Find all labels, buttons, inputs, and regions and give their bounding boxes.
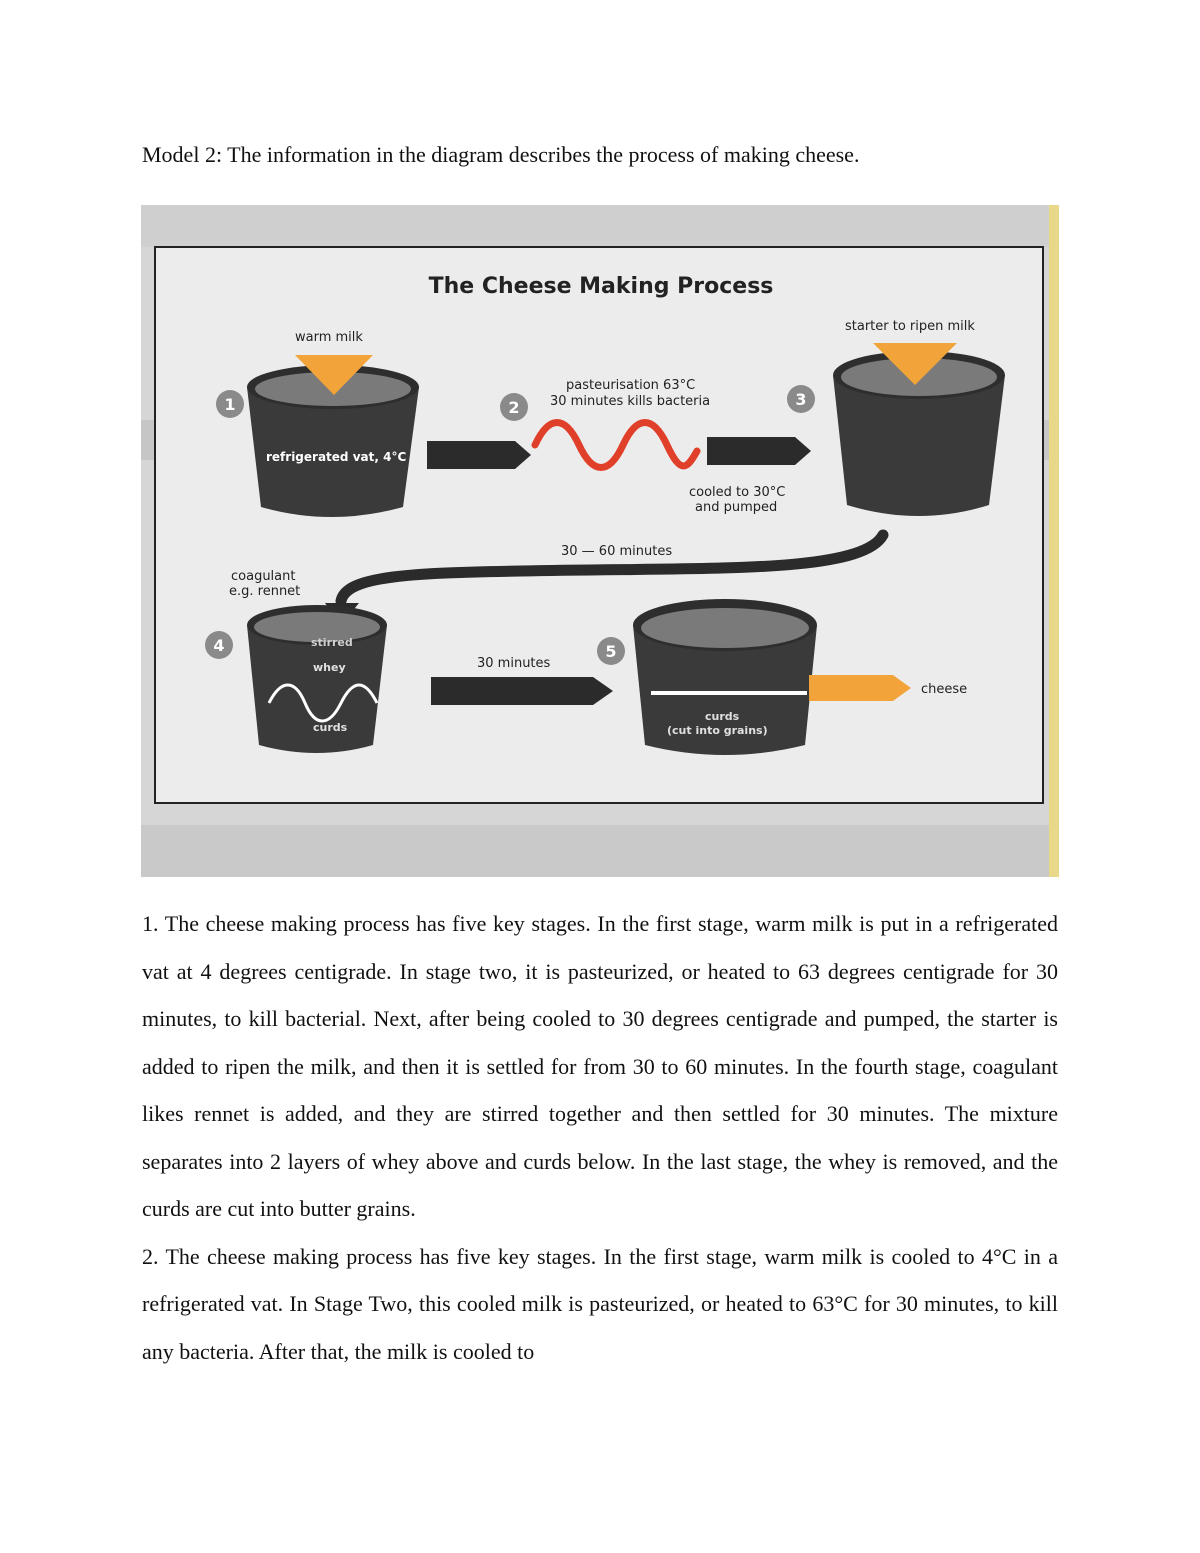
label-duration-long: 30 — 60 minutes: [561, 544, 673, 559]
label-curds-5-1: curds: [705, 710, 740, 723]
label-coagulant-1: coagulant: [231, 569, 296, 584]
arrow-to-cheese: [809, 675, 911, 701]
arrow-stage2-to-3: [707, 437, 811, 465]
cheese-process-diagram: [141, 205, 1059, 877]
paragraph-2: 2. The cheese making process has five key stages. In the first stage, warm milk is cooled to 4°C in a refrigerated vat. In Stage Two, this cooled milk is pasteurized, or heated to 63°C for 30 minutes, to kill any bacteria. After that, the milk is cooled to: [142, 1243, 1058, 1364]
stage-badge-4: [205, 631, 233, 659]
svg-text:5: 5: [605, 642, 617, 661]
label-coagulant-2: e.g. rennet: [229, 584, 301, 599]
document-heading: Model 2: The information in the diagram describes the process of making cheese.: [142, 142, 860, 167]
label-cooled-2: and pumped: [695, 500, 778, 515]
label-cheese: cheese: [921, 682, 968, 697]
paragraph-1: 1. The cheese making process has five key stages. In the first stage, warm milk is put in a refrigerated vat at 4 degrees centigrade. In stage two, it is pasteurized, or heated to 63 degrees centigrade for 30 minutes, to kill bacterial. Next, after being cooled to 30 degrees centigrade and pumped, the starter is added to ripen the milk, and then it is settled for from 30 to 60 minutes. In the fourth stage, coagulant likes rennet is added, and they are stirred together and then settled for 30 minutes. The mixture separates into 2 layers of whey above and curds below. In the last stage, the whey is removed, and the curds are cut into butter grains.: [142, 911, 1058, 1221]
stage-badge-1: [216, 390, 244, 418]
label-warm-milk: warm milk: [295, 330, 363, 345]
svg-text:1: 1: [224, 395, 236, 414]
label-duration-short: 30 minutes: [477, 656, 551, 671]
label-whey: whey: [313, 661, 346, 674]
label-starter: starter to ripen milk: [845, 319, 975, 334]
arrow-stage1-to-2: [427, 441, 531, 469]
stage-badge-5: [597, 637, 625, 665]
label-pasteurisation-2: 30 minutes kills bacteria: [550, 394, 711, 409]
svg-text:2: 2: [508, 398, 520, 417]
stage-badge-3: [787, 385, 815, 413]
label-pasteurisation-1: pasteurisation 63°C: [566, 378, 696, 393]
arrow-stage4-to-5: [431, 677, 613, 705]
label-curds-5-2: (cut into grains): [667, 724, 768, 737]
label-cooled-1: cooled to 30°C: [689, 485, 786, 500]
svg-text:3: 3: [795, 390, 807, 409]
diagram-title: The Cheese Making Process: [428, 274, 774, 299]
label-refrigerated-vat: refrigerated vat, 4°C: [266, 450, 407, 464]
stage-badge-2: [500, 393, 528, 421]
label-curds-4: curds: [313, 721, 348, 734]
diagram-photo: [141, 205, 1059, 877]
body-text: [142, 900, 1058, 1375]
svg-text:4: 4: [213, 636, 225, 655]
label-stirred: stirred: [311, 636, 353, 649]
